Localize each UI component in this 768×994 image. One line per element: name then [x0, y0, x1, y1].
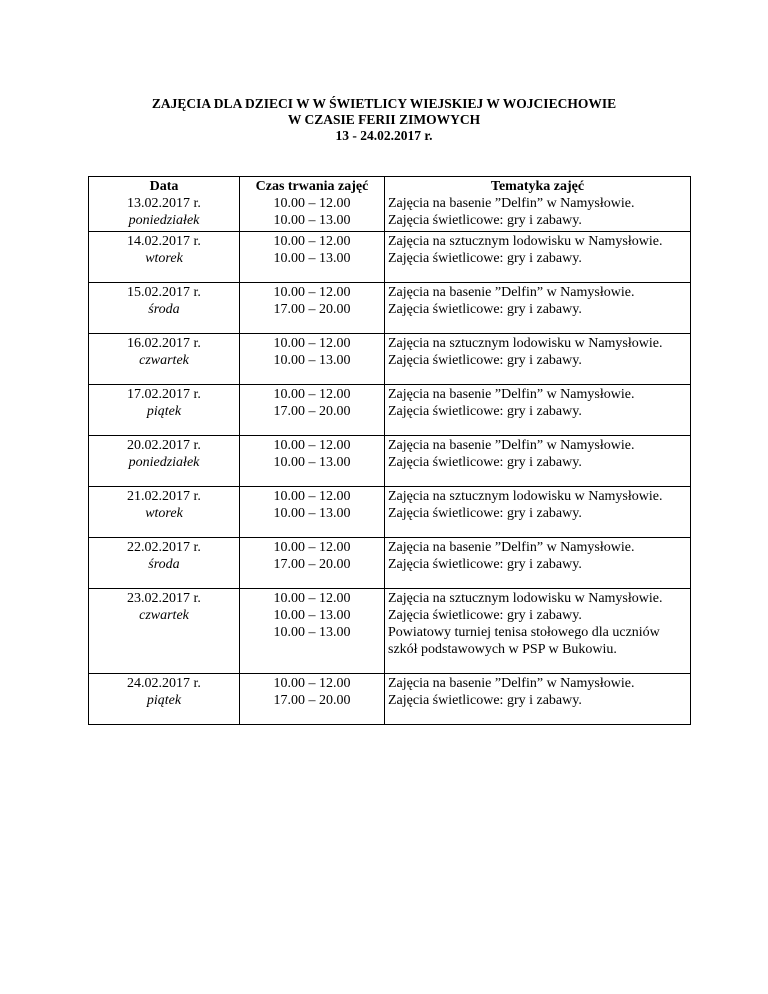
topic-text: Zajęcia świetlicowe: gry i zabawy. [388, 506, 582, 521]
time-range: 17.00 – 20.00 [273, 404, 351, 419]
topic-text: Zajęcia na basenie ”Delfin” w Namysłowie. [388, 285, 635, 300]
table-row [89, 177, 691, 232]
time-cell [240, 487, 385, 538]
time-range: 10.00 – 12.00 [273, 285, 351, 300]
weekday-text: piątek [146, 693, 182, 708]
table-row [89, 589, 691, 674]
topic-cell [385, 538, 691, 589]
topic-text: Zajęcia świetlicowe: gry i zabawy. [388, 608, 582, 623]
topic-text: Zajęcia świetlicowe: gry i zabawy. [388, 353, 582, 368]
date-text: 13.02.2017 r. [127, 196, 201, 211]
date-text: 24.02.2017 r. [127, 676, 201, 691]
topic-cell [385, 232, 691, 283]
date-text: 21.02.2017 r. [127, 489, 201, 504]
topic-text: Zajęcia świetlicowe: gry i zabawy. [388, 251, 582, 266]
topic-text: Zajęcia na basenie ”Delfin” w Namysłowie. [388, 676, 635, 691]
time-range: 10.00 – 13.00 [273, 625, 351, 640]
time-cell [240, 589, 385, 674]
topic-cell [385, 385, 691, 436]
topic-text: Zajęcia na sztucznym lodowisku w Namysłowie. [388, 489, 663, 504]
time-cell [240, 232, 385, 283]
weekday-text: piątek [146, 404, 182, 419]
time-cell [240, 436, 385, 487]
topic-cell [385, 334, 691, 385]
title-line-1: ZAJĘCIA DLA DZIECI W W ŚWIETLICY WIEJSKIEJ W WOJCIECHOWIE [151, 96, 617, 111]
topic-text: Zajęcia świetlicowe: gry i zabawy. [388, 693, 582, 708]
table-row [89, 385, 691, 436]
topic-text: Zajęcia na sztucznym lodowisku w Namysłowie. [388, 591, 663, 606]
table-row [89, 283, 691, 334]
table-row [89, 538, 691, 589]
topic-cell [385, 674, 691, 725]
time-range: 10.00 – 12.00 [273, 438, 351, 453]
time-cell [240, 385, 385, 436]
topic-text: Zajęcia świetlicowe: gry i zabawy. [388, 213, 582, 228]
title-line-2: W CZASIE FERII ZIMOWYCH [287, 112, 481, 127]
time-range: 10.00 – 12.00 [273, 336, 351, 351]
topic-text: Zajęcia na basenie ”Delfin” w Namysłowie. [388, 540, 635, 555]
topic-text: Zajęcia na sztucznym lodowisku w Namysłowie. [388, 336, 663, 351]
date-text: 16.02.2017 r. [127, 336, 201, 351]
title-line-3: 13 - 24.02.2017 r. [335, 128, 433, 143]
time-range: 17.00 – 20.00 [273, 557, 351, 572]
date-text: 22.02.2017 r. [127, 540, 201, 555]
time-range: 10.00 – 13.00 [273, 608, 351, 623]
weekday-text: poniedziałek [128, 455, 200, 470]
date-cell [89, 589, 240, 674]
time-cell [240, 283, 385, 334]
date-cell [89, 436, 240, 487]
time-range: 10.00 – 12.00 [273, 540, 351, 555]
time-range: 17.00 – 20.00 [273, 693, 351, 708]
table-row [89, 232, 691, 283]
document-title [0, 96, 768, 144]
header-time: Czas trwania zajęć [255, 179, 369, 194]
time-range: 10.00 – 13.00 [273, 455, 351, 470]
time-cell [240, 538, 385, 589]
topic-cell [385, 436, 691, 487]
time-range: 17.00 – 20.00 [273, 302, 351, 317]
topic-cell [385, 283, 691, 334]
date-cell [89, 177, 240, 232]
topic-text: Powiatowy turniej tenisa stołowego dla uczniów szkół podstawowych w PSP w Bukowiu. [388, 625, 660, 657]
date-text: 23.02.2017 r. [127, 591, 201, 606]
date-cell [89, 283, 240, 334]
topic-cell [385, 487, 691, 538]
topic-text: Zajęcia na basenie ”Delfin” w Namysłowie. [388, 387, 635, 402]
weekday-text: środa [148, 302, 180, 317]
topic-cell [385, 589, 691, 674]
date-cell [89, 487, 240, 538]
date-cell [89, 674, 240, 725]
weekday-text: wtorek [145, 251, 183, 266]
time-range: 10.00 – 13.00 [273, 353, 351, 368]
table-row [89, 674, 691, 725]
time-range: 10.00 – 13.00 [273, 213, 351, 228]
time-cell [240, 674, 385, 725]
time-range: 10.00 – 12.00 [273, 489, 351, 504]
date-text: 15.02.2017 r. [127, 285, 201, 300]
date-cell [89, 334, 240, 385]
header-date: Data [149, 179, 179, 194]
topic-text: Zajęcia świetlicowe: gry i zabawy. [388, 404, 582, 419]
schedule-table [88, 176, 691, 725]
time-range: 10.00 – 12.00 [273, 591, 351, 606]
topic-text: Zajęcia świetlicowe: gry i zabawy. [388, 455, 582, 470]
topic-cell [385, 177, 691, 232]
topic-text: Zajęcia świetlicowe: gry i zabawy. [388, 557, 582, 572]
weekday-text: środa [148, 557, 180, 572]
time-range: 10.00 – 12.00 [273, 234, 351, 249]
table-row [89, 487, 691, 538]
topic-text: Zajęcia na basenie ”Delfin” w Namysłowie. [388, 438, 635, 453]
table-row [89, 436, 691, 487]
date-cell [89, 232, 240, 283]
topic-text: Zajęcia świetlicowe: gry i zabawy. [388, 302, 582, 317]
date-text: 14.02.2017 r. [127, 234, 201, 249]
date-text: 20.02.2017 r. [127, 438, 201, 453]
weekday-text: czwartek [139, 353, 189, 368]
date-cell [89, 385, 240, 436]
topic-text: Zajęcia na sztucznym lodowisku w Namysłowie. [388, 234, 663, 249]
time-range: 10.00 – 12.00 [273, 196, 351, 211]
weekday-text: poniedziałek [128, 213, 200, 228]
date-text: 17.02.2017 r. [127, 387, 201, 402]
date-cell [89, 538, 240, 589]
table-row [89, 334, 691, 385]
time-range: 10.00 – 12.00 [273, 676, 351, 691]
weekday-text: czwartek [139, 608, 189, 623]
weekday-text: wtorek [145, 506, 183, 521]
time-range: 10.00 – 13.00 [273, 251, 351, 266]
header-topic: Tematyka zajęć [490, 179, 585, 194]
time-cell [240, 334, 385, 385]
topic-text: Zajęcia na basenie ”Delfin” w Namysłowie. [388, 196, 635, 211]
time-range: 10.00 – 12.00 [273, 387, 351, 402]
time-range: 10.00 – 13.00 [273, 506, 351, 521]
time-cell [240, 177, 385, 232]
